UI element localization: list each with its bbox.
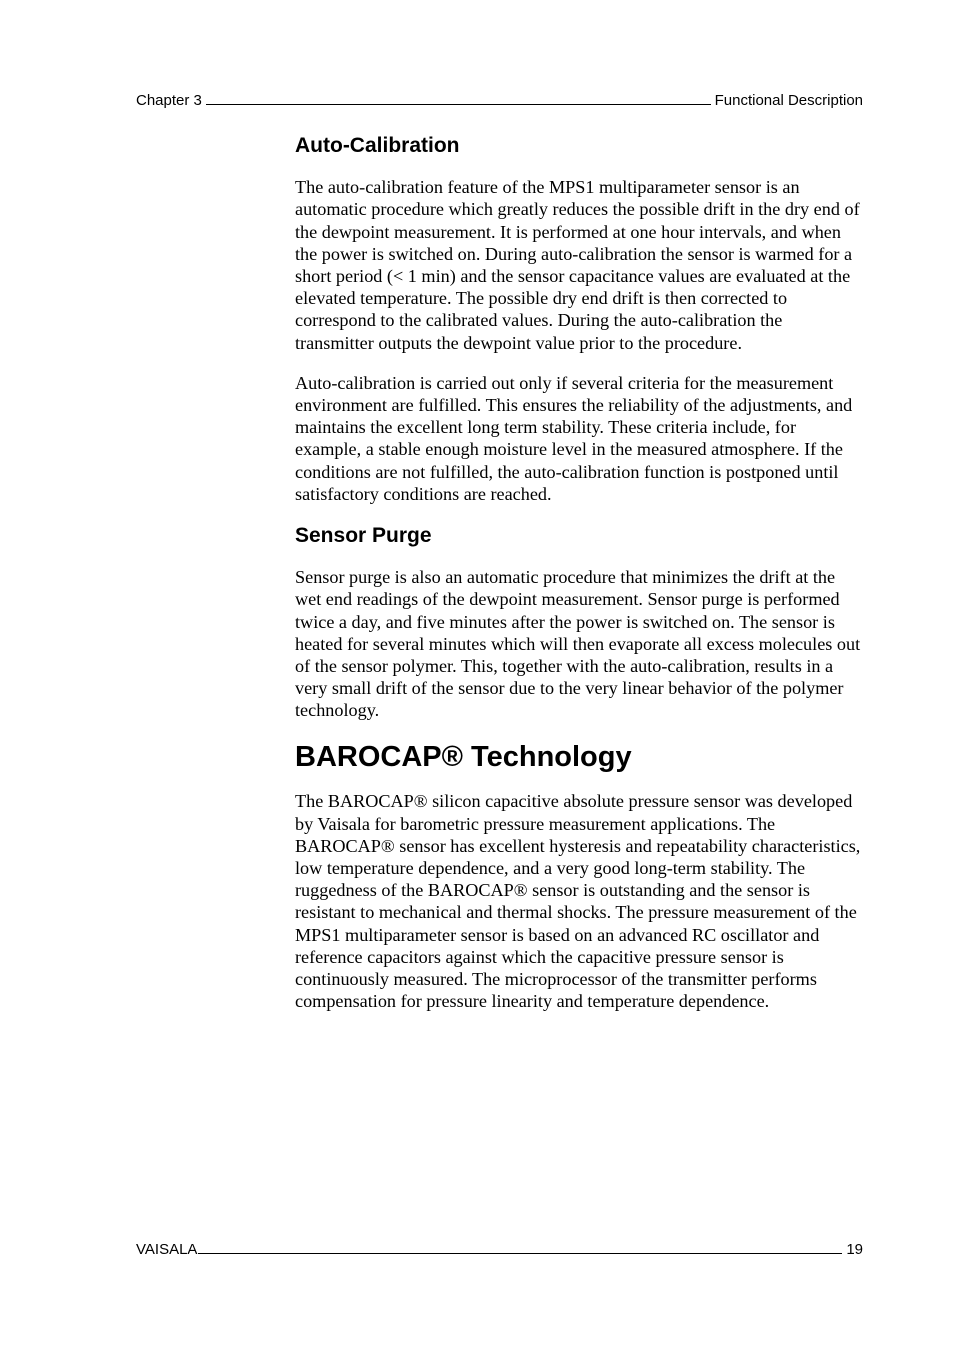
chapter-label: Chapter 3 [136,92,202,109]
page-header [136,89,863,109]
auto-calibration-heading: Auto-Calibration [295,134,460,157]
section-label: Functional Description [714,92,863,109]
barocap-heading: BAROCAP® Technology [295,740,632,773]
auto-calibration-paragraph-2: Auto-calibration is carried out only if several criteria for the measurement environment are fulfilled. This ensures the reliability of the adjustments, and maintains the excellent long term stability. These criteria include, for example, a stable enough moisture level in the measured atmosphere. If the conditions are not fulfilled, the auto-calibration function is postponed until satisfactory conditions are reached. [295,372,853,504]
sensor-purge-heading: Sensor Purge [295,524,432,548]
page-footer [136,1238,863,1258]
page-number: 19 [846,1241,863,1258]
company-name: VAISALA [136,1241,198,1258]
sensor-purge-paragraph: Sensor purge is also an automatic procedure that minimizes the drift at the wet end readings of the dewpoint measurement. Sensor purge is performed twice a day, and five minutes after the power is switched on. The sensor is heated for several minutes which will then evaporate all excess molecules out of the sensor polymer. This, together with the auto-calibration, results in a very small drift of the sensor due to the very linear behavior of the polymer technology. [295,567,861,721]
footer-rule [198,1253,842,1254]
auto-calibration-paragraph-1: The auto-calibration feature of the MPS1 multiparameter sensor is an automatic procedure which greatly reduces the possible drift in the dry end of the dewpoint measurement. It is performed at one hour intervals, and when the power is switched on. During auto-calibration the sensor is warmed for a short period (< 1 min) and the sensor capacitance values are evaluated at the elevated temperature. The possible dry end drift is then corrected to correspond to the calibrated values. During the auto-calibration the transmitter outputs the dewpoint value prior to the procedure. [295,177,860,353]
page-body [295,133,863,1030]
barocap-paragraph: The BAROCAP® silicon capacitive absolute pressure sensor was developed by Vaisala for barometric pressure measurement applications. The BAROCAP® sensor has excellent hysteresis and repeatability characteristics, low temperature dependence, and a very good long-term stability. The ruggedness of the BAROCAP® sensor is outstanding and the sensor is resistant to mechanical and thermal shocks. The pressure measurement of the MPS1 multiparameter sensor is based on an advanced RC oscillator and reference capacitors against which the capacitive pressure sensor is continuously measured. The microprocessor of the transmitter performs compensation for pressure linearity and temperature dependence. [295,791,861,1012]
header-rule [206,104,711,105]
